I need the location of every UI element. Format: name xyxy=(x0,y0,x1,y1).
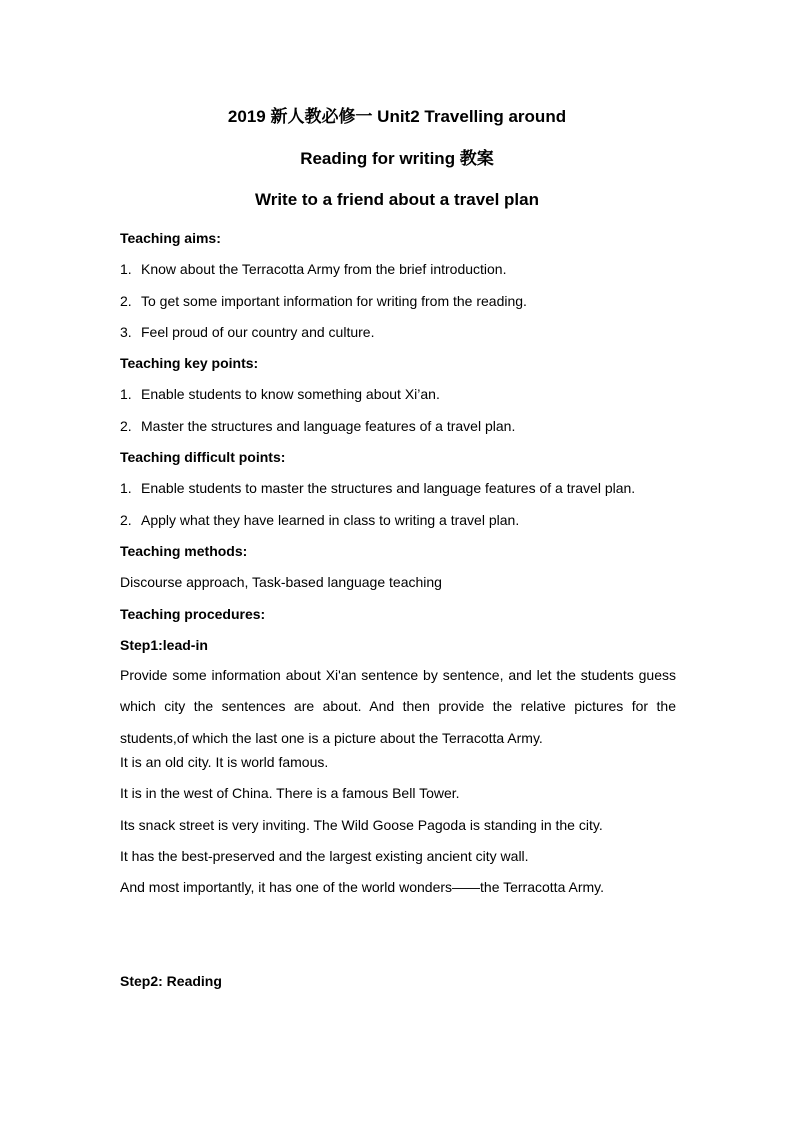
step1-line: It is an old city. It is world famous. xyxy=(120,754,329,771)
key-points-heading: Teaching key points: xyxy=(120,355,259,372)
step1-paragraph-wrapper xyxy=(120,660,676,754)
document-topic: Write to a friend about a travel plan xyxy=(254,190,539,209)
list-text: Master the structures and language features of a travel plan. xyxy=(141,417,516,434)
list-text: Feel proud of our country and culture. xyxy=(141,323,375,340)
list-text: Apply what they have learned in class to writing a travel plan. xyxy=(141,511,520,528)
difficult-points-item xyxy=(120,477,676,508)
document-body xyxy=(120,227,676,1001)
key-points-item xyxy=(120,415,676,446)
step1-paragraph: Provide some information about Xi'an sentence by sentence, and let the students guess which city the sentences are about. And then provide the relative pictures for the students,of which the last one is a picture about the Terracotta Army. xyxy=(120,667,676,746)
document-title: 2019 新人教必修一 Unit2 Travelling around xyxy=(227,107,567,126)
list-number: 1. xyxy=(120,480,132,497)
step1-line: It has the best-preserved and the largest existing ancient city wall. xyxy=(120,847,529,864)
procedures-heading: Teaching procedures: xyxy=(120,605,266,622)
spacer xyxy=(120,908,676,970)
step2-heading: Step2: Reading xyxy=(120,972,222,989)
difficult-points-heading: Teaching difficult points: xyxy=(120,449,286,466)
list-number: 1. xyxy=(120,386,132,403)
list-number: 2. xyxy=(120,511,132,528)
methods-heading: Teaching methods: xyxy=(120,542,248,559)
step1-heading: Step1:lead-in xyxy=(120,636,208,653)
difficult-points-item xyxy=(120,509,676,540)
document-subtitle: Reading for writing 教案 xyxy=(300,149,494,168)
step1-line: Its snack street is very inviting. The Wild Goose Pagoda is standing in the city. xyxy=(120,816,603,833)
step1-line: And most importantly, it has one of the world wonders——the Terracotta Army. xyxy=(120,879,604,896)
step1-line: It is in the west of China. There is a famous Bell Tower. xyxy=(120,785,460,802)
list-number: 1. xyxy=(120,261,132,278)
list-text: Enable students to master the structures and language features of a travel plan. xyxy=(141,480,636,497)
list-number: 3. xyxy=(120,323,132,340)
aims-heading: Teaching aims: xyxy=(120,230,221,246)
list-text: To get some important information for writing from the reading. xyxy=(141,292,527,309)
list-number: 2. xyxy=(120,417,132,434)
list-text: Enable students to know something about Xi’an. xyxy=(141,386,440,403)
methods-text: Discourse approach, Task-based language teaching xyxy=(120,574,442,591)
aims-item xyxy=(120,321,676,352)
key-points-item xyxy=(120,383,676,414)
list-text: Know about the Terracotta Army from the brief introduction. xyxy=(141,261,507,278)
list-number: 2. xyxy=(120,292,132,309)
aims-item xyxy=(120,258,676,289)
aims-item xyxy=(120,290,676,321)
